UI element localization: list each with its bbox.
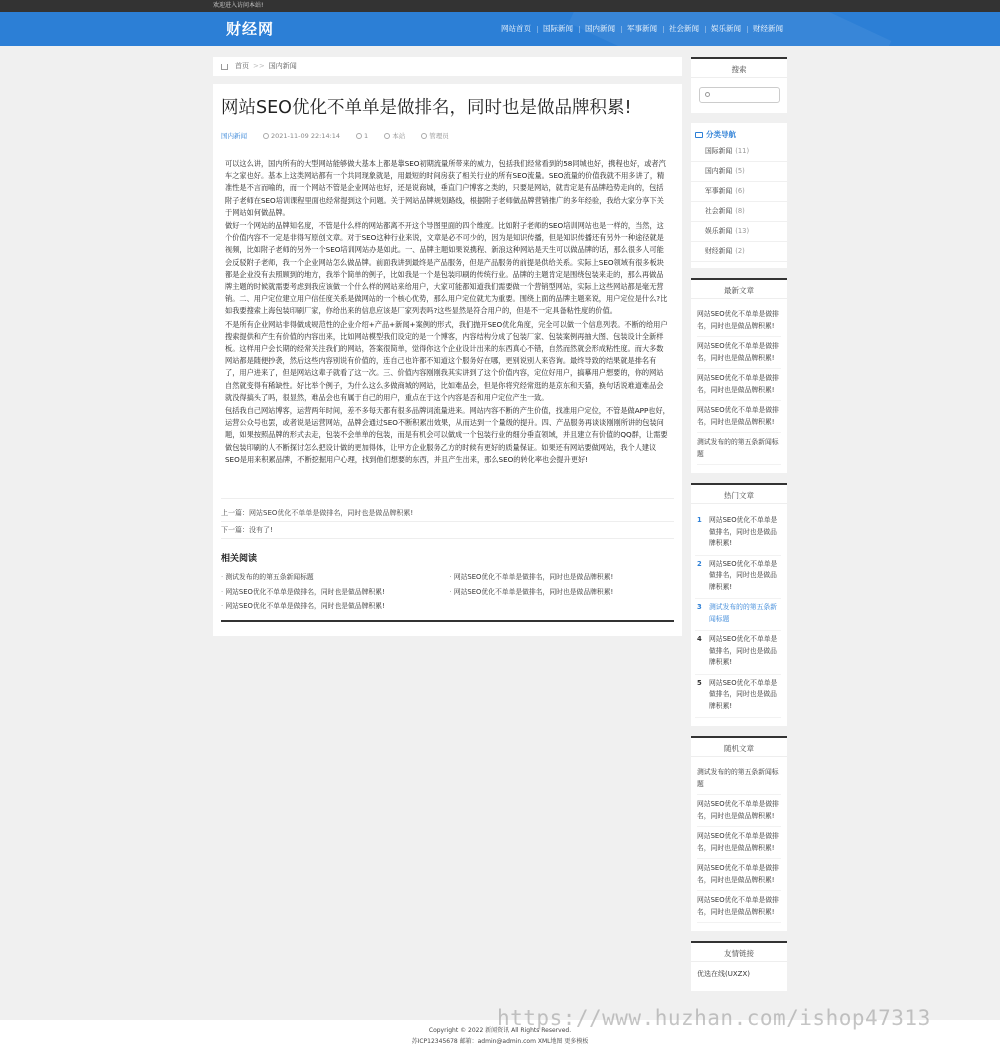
related-item[interactable]: · 网站SEO优化不单单是做排名，同时也是做品牌积累! — [450, 570, 675, 585]
random-box — [691, 736, 787, 931]
article-title: 网站SEO优化不单单是做排名，同时也是做品牌积累! — [221, 98, 632, 118]
links-list — [691, 962, 787, 991]
category-box — [691, 123, 787, 268]
prev-next-nav — [221, 498, 674, 539]
hot-box — [691, 483, 787, 726]
article-paragraph: 可以这么讲，国内所有的大型网站能够做大基本上都是靠SEO初期流量所带来的威力，包括我们经常看到的58同城也好，携程也好，或者汽车之家也好。基本上这类网站都有一个共同现象就是，用最短的时间房获了相关行业的所有SEO流量。SEO流量的价值我就不用多讲了，精准性是不言而喻的，而一个网站不管是企业网站也好，还是说商城，垂直门户博客之类的，只要是网站，就肯定是有品牌趋势走向的，包括附子老师在SEO培训课程里面也经常提到这个问题。关于网站品牌规划路线，根据附子老师做品牌营销推广的多年经验，我给大家分享下关于网站如何做品牌。 — [225, 159, 666, 217]
random-item[interactable]: 测试发布的的第五条新闻标题 — [697, 763, 781, 795]
related-reading — [221, 551, 674, 622]
latest-item[interactable]: 网站SEO优化不单单是做排名，同时也是做品牌积累! — [697, 401, 781, 433]
hot-rank: 2 — [697, 559, 702, 568]
nav-finance[interactable]: 财经新闻 — [747, 12, 789, 46]
category-item[interactable] — [691, 182, 787, 202]
hot-text[interactable]: 网站SEO优化不单单是做排名，同时也是做品牌积累! — [709, 678, 778, 710]
nav-home[interactable]: 网站首页 — [501, 24, 531, 33]
search-input[interactable] — [699, 87, 780, 103]
main-nav — [495, 12, 789, 46]
random-item[interactable]: 网站SEO优化不单单是做排名，同时也是做品牌积累! — [697, 795, 781, 827]
hot-title: 热门文章 — [691, 483, 787, 504]
hot-item[interactable] — [695, 556, 781, 600]
friend-link[interactable]: 优选在线(UXZX) — [697, 970, 750, 978]
category-count: (2) — [735, 247, 745, 255]
related-item[interactable]: · 网站SEO优化不单单是做排名，同时也是做品牌积累! — [450, 585, 675, 600]
welcome-text: 欢迎进入访问本站! — [213, 2, 264, 9]
article-source — [384, 131, 405, 140]
article-views-count: 1 — [364, 131, 369, 140]
home-icon — [221, 64, 228, 70]
article-meta — [221, 131, 674, 140]
hot-item[interactable] — [695, 599, 781, 631]
article-author — [421, 131, 449, 140]
sidebar — [691, 57, 787, 1001]
hot-text[interactable]: 测试发布的的第五条新闻标题 — [709, 603, 777, 623]
breadcrumb-home[interactable]: 首页 — [235, 62, 249, 70]
clock-icon — [263, 133, 269, 139]
next-label: 下一篇： — [221, 526, 249, 535]
hot-text[interactable]: 网站SEO优化不单单是做排名，同时也是做品牌积累! — [709, 559, 778, 591]
latest-item[interactable]: 网站SEO优化不单单是做排名，同时也是做品牌积累! — [697, 369, 781, 401]
prev-article — [221, 505, 674, 522]
latest-item[interactable]: 测试发布的的第五条新闻标题 — [697, 433, 781, 465]
hot-rank: 5 — [697, 678, 702, 687]
site-header — [0, 12, 1000, 46]
main-content — [213, 57, 682, 636]
prev-label: 上一篇： — [221, 509, 249, 518]
search-box — [691, 57, 787, 113]
top-bar — [0, 0, 1000, 12]
next-link[interactable]: 没有了! — [249, 526, 273, 535]
random-item[interactable]: 网站SEO优化不单单是做排名，同时也是做品牌积累! — [697, 859, 781, 891]
watermark: https://www.huzhan.com/ishop47313 — [497, 1006, 931, 1030]
search-icon — [705, 92, 710, 97]
article-views — [356, 132, 368, 140]
category-count: (5) — [735, 167, 745, 175]
hot-rank: 3 — [697, 603, 702, 611]
hot-text[interactable]: 网站SEO优化不单单是做排名，同时也是做品牌积累! — [709, 516, 778, 547]
breadcrumb-current[interactable]: 国内新闻 — [268, 62, 297, 70]
article-author-text: 管理员 — [429, 132, 449, 140]
latest-list — [691, 299, 787, 473]
category-item[interactable] — [691, 222, 787, 242]
search-title: 搜索 — [691, 57, 787, 78]
random-list — [691, 757, 787, 931]
tag-icon — [384, 133, 390, 139]
category-item[interactable] — [691, 242, 787, 262]
search-wrap — [691, 78, 787, 113]
eye-icon — [356, 133, 362, 139]
latest-box — [691, 278, 787, 473]
random-title: 随机文章 — [691, 736, 787, 757]
category-title: 分类导航 — [706, 130, 736, 139]
hot-rank: 4 — [697, 635, 702, 643]
article-paragraph: 做好一个网站的品牌知名度，不管是什么样的网站都离不开这个导图里面的四个维度。比如附子老师的SEO培训网站也是一样的，当然，这个价值内容不一定是非得写原创文章。对于SEO这种行业来说，文章是必不可少的，因为是知识传播，但是知识传播还有另外一种途径就是视频，比如附子老师的另外一个SEO培训网站办是如此。一、品牌主题如果说携程、新浪这种网站是天生可以做品牌的话，那么很多人可能会反驳附子老师，我一个企业网站怎么做品牌。前面我讲到最终是产品服务，但是产品服务的前提是供给关系。实际上SEO领域有很多板块都是企业没有去照顾到的地方，我举个简单的例子，比如我是一个是包装印刷的传统行业。品牌的主题肯定是围绕包装来走的，那么再做品牌主题的时候就需要考虑到我应该做一个什么样的网站来给用户，大家可能都知道我们需要做一个营销型网站，实际上这些网站都是毫无营销。二、用户定位建立用户信任度关系是做网站的一个核心优势，那么用户定位就尤为重要。围绕上面的品牌主题来说，用户定位是什么?比如我要搜索上海包装印刷厂家，你给出来的信息应该是厂家列表吗?这些显然是符合用户的，但是不一定具备粘性度的价值。 — [225, 221, 668, 316]
category-item[interactable] — [691, 142, 787, 162]
site-logo[interactable]: 财经网 — [226, 20, 275, 38]
breadcrumb — [213, 57, 682, 76]
category-name[interactable]: 财经新闻 — [705, 247, 733, 255]
article-paragraph: 包括我自己网站博客，运营两年时间，差不多每天都有很多品牌词流量进来。网站内容不断的产生价值，找准用户定位，不管是做APP也好，运营公众号也罢，或者说是运营网站，品牌会通过SEO不断积累出效果，从而达到一个量级的提升。四、产品服务再谈谈刚刚所讲的包装问题，如果按照品牌的形式去走，包装不会单单的包装，而是有机会可以做成一个包装行业的细分垂直领域，并且建立有价值的QQ群，让需要做包装印刷的人不断探讨怎么把设计做的更加得体，让甲方企业服务乙方的时候有更好的质量保证。如果还有网站要做网站，我个人建议SEO是用来积累品牌，不断挖掘用户心理，找到他们想要的东西，并且产生出来，那么SEO的转化率也会提升更好! — [225, 406, 670, 464]
category-name[interactable]: 军事新闻 — [705, 187, 733, 195]
article-paragraph: 不是所有企业网站非得做成规范性的企业介绍+产品+新闻+案例的形式，我们抛开SEO优化角度，完全可以做一个信息列表。不断的给用户搜索提供和产生有价值的内容出来，比如网站模型我们设定的是一个博客，内容结构分成了包装厂家、包装案例再抽大图、包装设计全新样板。这样用户会长期的经常关注我们的网站，答案很简单，觉得你这个企业设计出来的东西真心不错，自然而然就会形成粘性度。而大多数网站都是随便抄袭，然后这些内容别说有价值的，连自己也许都不知道这个服务好在哪，更别说别人来咨询。最终导致的结果就是排名有了，用户进来了，但是网站这辈子就看了这一次。三、价值内容刚刚我其实讲到了这个价值内容，定位好用户，搞摹用户想要的，你的网站自然就变得有稀缺性。好比举个例子，为什么这么多做商城的网站，比如难品会，但是你将究经常逛的是京东和天猫，换句话说难道难品会就没得搞头了吗，很显然，难品会也有属于自己的用户，重点在于这个内容是否和用户定位产生一致。 — [225, 319, 668, 402]
footer-icp[interactable]: 苏ICP12345678 邮箱：admin@admin.com XML地图 更多模板 — [411, 1038, 589, 1045]
related-item[interactable]: · 测试发布的的第五条新闻标题 — [221, 570, 446, 585]
category-item[interactable] — [691, 162, 787, 182]
category-count: (13) — [735, 227, 750, 235]
folder-icon — [695, 132, 703, 138]
related-divider — [221, 620, 674, 622]
article-date — [263, 132, 340, 140]
article — [213, 84, 682, 636]
hot-list — [691, 504, 787, 726]
user-icon — [421, 133, 427, 139]
latest-title: 最新文章 — [691, 278, 787, 299]
category-count: (11) — [735, 147, 750, 155]
random-item[interactable]: 网站SEO优化不单单是做排名，同时也是做品牌积累! — [697, 891, 781, 923]
hot-item[interactable] — [695, 512, 781, 556]
links-box — [691, 941, 787, 991]
prev-link[interactable]: 网站SEO优化不单单是做排名，同时也是做品牌积累! — [249, 509, 414, 518]
links-title: 友情链接 — [691, 941, 787, 962]
category-name[interactable]: 国内新闻 — [705, 167, 733, 175]
related-list — [221, 570, 674, 614]
hot-item[interactable] — [695, 631, 781, 675]
category-name[interactable]: 国际新闻 — [705, 147, 733, 155]
hot-item[interactable] — [695, 675, 781, 719]
nav-international[interactable]: 国际新闻 — [537, 12, 579, 46]
article-source-text: 本站 — [392, 132, 406, 140]
category-count: (6) — [735, 187, 745, 195]
related-item[interactable]: · 网站SEO优化不单单是做排名，同时也是做品牌积累! — [221, 585, 446, 600]
hot-text[interactable]: 网站SEO优化不单单是做排名，同时也是做品牌积累! — [709, 635, 778, 666]
related-heading: 相关阅读 — [221, 554, 258, 565]
category-count: (8) — [735, 207, 745, 215]
nav-entertainment[interactable]: 娱乐新闻 — [705, 12, 747, 46]
breadcrumb-separator: >> — [253, 62, 265, 70]
random-item[interactable]: 网站SEO优化不单单是做排名，同时也是做品牌积累! — [697, 827, 781, 859]
footer-copyright: Copyright © 2022 新闻资讯 All Rights Reserved. — [428, 1027, 572, 1034]
category-heading — [691, 123, 787, 142]
article-date-text: 2021-11-09 22:14:14 — [271, 131, 341, 140]
latest-item[interactable]: 网站SEO优化不单单是做排名，同时也是做品牌积累! — [697, 305, 781, 337]
category-item[interactable] — [691, 202, 787, 222]
nav-military[interactable]: 军事新闻 — [621, 12, 663, 46]
nav-domestic[interactable]: 国内新闻 — [579, 12, 621, 46]
nav-society[interactable]: 社会新闻 — [663, 12, 705, 46]
category-name[interactable]: 社会新闻 — [705, 207, 733, 215]
hot-rank: 1 — [697, 516, 702, 524]
category-list — [691, 142, 787, 268]
next-article — [221, 522, 674, 539]
article-category[interactable]: 国内新闻 — [221, 132, 247, 140]
related-item[interactable]: · 网站SEO优化不单单是做排名，同时也是做品牌积累! — [221, 599, 446, 614]
latest-item[interactable]: 网站SEO优化不单单是做排名，同时也是做品牌积累! — [697, 337, 781, 369]
category-name[interactable]: 娱乐新闻 — [705, 227, 733, 235]
article-body — [221, 158, 674, 466]
